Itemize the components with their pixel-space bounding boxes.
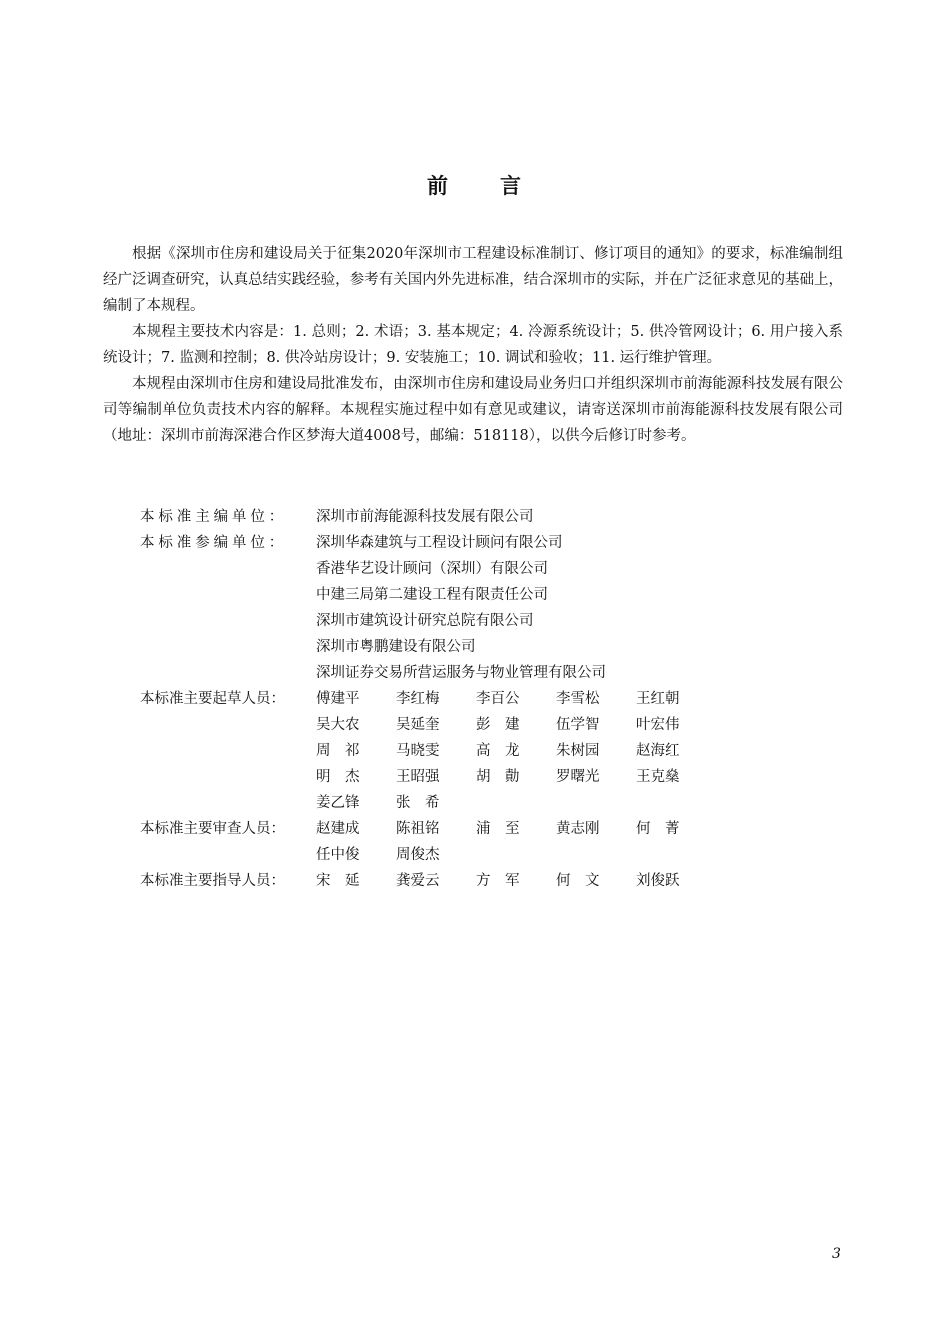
person-name: 赵建成 (316, 821, 360, 837)
person-name: 姜乙锋 (316, 795, 360, 811)
person-name: 任中俊 (316, 847, 360, 863)
person-name: 彭 建 (476, 717, 520, 733)
chief-unit-org: 深圳市前海能源科技发展有限公司 (316, 509, 534, 525)
person-name: 罗曙光 (556, 769, 600, 785)
chief-unit-row (140, 504, 716, 530)
person-name: 赵海红 (636, 743, 680, 759)
person-name: 黄志刚 (556, 821, 600, 837)
preface-body (103, 241, 843, 449)
person-name: 吴延奎 (396, 717, 440, 733)
advisors-row (140, 868, 716, 894)
person-name: 王红朝 (636, 691, 680, 707)
participating-unit-row (140, 608, 716, 634)
title-char-right: 言 (500, 174, 523, 198)
person-name: 叶宏伟 (636, 717, 680, 733)
person-name: 宋 延 (316, 873, 360, 889)
participating-unit-row (140, 556, 716, 582)
person-name: 陈祖铭 (396, 821, 440, 837)
advisors-label: 本标准主要指导人员： (140, 873, 285, 889)
page-number: 3 (832, 1246, 841, 1262)
drafters-label: 本标准主要起草人员： (140, 691, 285, 707)
person-name: 明 杰 (316, 769, 360, 785)
person-name: 高 龙 (476, 743, 520, 759)
person-name: 龚爱云 (396, 873, 440, 889)
participating-unit-row (140, 634, 716, 660)
chief-unit-label: 本标准主编单位： (140, 509, 288, 525)
participating-unit-org: 中建三局第二建设工程有限责任公司 (316, 587, 548, 603)
person-name: 胡 勣 (476, 769, 520, 785)
participating-unit-org: 香港华艺设计顾问（深圳）有限公司 (316, 561, 548, 577)
paragraph-contents: 本规程主要技术内容是：1. 总则；2. 术语；3. 基本规定；4. 冷源系统设计；5. 供冷管网设计；6. 用户接入系统设计；7. 监测和控制；8. 供冷站房设计；9. 安装施工；10. 调试和验收；11. 运行维护管理。 (103, 324, 843, 366)
reviewers-row (140, 842, 716, 868)
person-name: 周俊杰 (396, 847, 440, 863)
participating-unit-org: 深圳华森建筑与工程设计顾问有限公司 (316, 535, 563, 551)
drafters-row (140, 790, 716, 816)
person-name: 张 希 (396, 795, 440, 811)
drafters-row (140, 712, 716, 738)
person-name: 伍学智 (556, 717, 600, 733)
person-name: 李百公 (476, 691, 520, 707)
person-name: 刘俊跃 (636, 873, 680, 889)
reviewers-row (140, 816, 716, 842)
person-name: 浦 至 (476, 821, 520, 837)
participating-unit-org: 深圳证券交易所营运服务与物业管理有限公司 (316, 665, 606, 681)
person-name: 朱树园 (556, 743, 600, 759)
participating-unit-row (140, 660, 716, 686)
participating-unit-org: 深圳市建筑设计研究总院有限公司 (316, 613, 534, 629)
drafters-row (140, 738, 716, 764)
title-char-left: 前 (427, 174, 450, 198)
participating-unit-org: 深圳市粤鹏建设有限公司 (316, 639, 476, 655)
credits-list (140, 504, 716, 894)
participating-unit-row (140, 530, 716, 556)
page-title (0, 170, 950, 200)
person-name: 马晓雯 (396, 743, 440, 759)
participating-units-label: 本标准参编单位： (140, 535, 288, 551)
person-name: 王昭强 (396, 769, 440, 785)
person-name: 傅建平 (316, 691, 360, 707)
participating-unit-row (140, 582, 716, 608)
paragraph-basis: 根据《深圳市住房和建设局关于征集2020年深圳市工程建设标准制订、修订项目的通知》的要求，标准编制组经广泛调查研究，认真总结实践经验，参考有关国内外先进标准，结合深圳市的实际，并在广泛征求意见的基础上，编制了本规程。 (103, 246, 843, 314)
person-name: 李红梅 (396, 691, 440, 707)
drafters-row (140, 764, 716, 790)
paragraph-interpretation: 本规程由深圳市住房和建设局批准发布，由深圳市住房和建设局业务归口并组织深圳市前海能源科技发展有限公司等编制单位负责技术内容的解释。本规程实施过程中如有意见或建议，请寄送深圳市前海能源科技发展有限公司（地址：深圳市前海深港合作区梦海大道4008号，邮编：518118），以供今后修订时参考。 (103, 376, 843, 444)
person-name: 李雪松 (556, 691, 600, 707)
person-name: 何 菁 (636, 821, 680, 837)
person-name: 方 军 (476, 873, 520, 889)
drafters-row (140, 686, 716, 712)
person-name: 吴大农 (316, 717, 360, 733)
person-name: 王克燊 (636, 769, 680, 785)
person-name: 周 祁 (316, 743, 360, 759)
reviewers-label: 本标准主要审查人员： (140, 821, 285, 837)
person-name: 何 文 (556, 873, 600, 889)
